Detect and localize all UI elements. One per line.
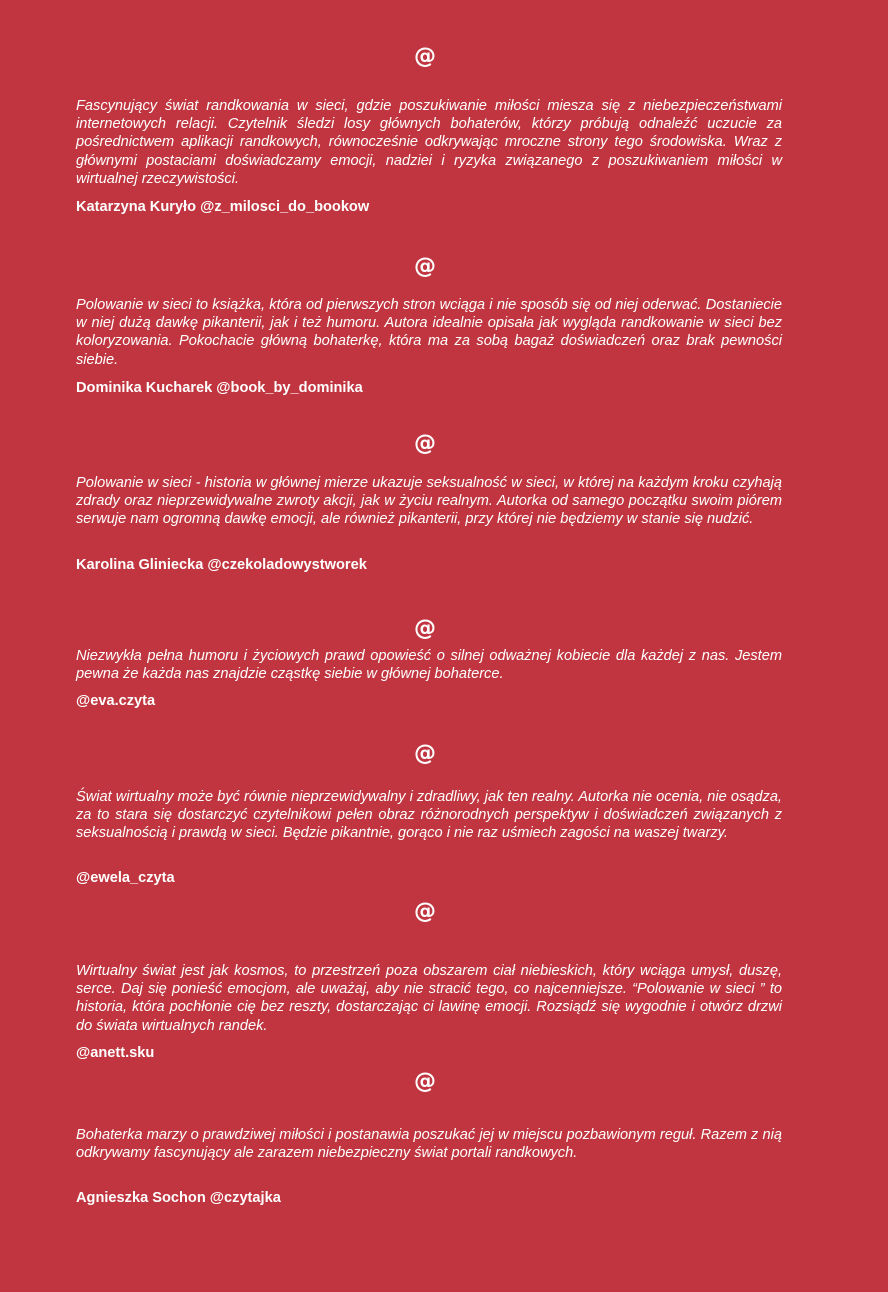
review-text: Fascynujący świat randkowania w sieci, gdzie poszukiwanie miłości miesza się z niebezpieczeństwami internetowych relacji. Czytelnik śledzi losy głównych bohaterów, którzy próbują odnaleźć uczucie za pośrednictwem aplikacji randkowych, równocześnie odkrywając mroczne strony tego środowiska. Wraz z głównymi postaciami doświadczamy emocji, nadziei i ryzyka związanego z poszukiwaniem miłości w wirtualnej rzeczywistości. xyxy=(76,98,782,187)
review-text: Świat wirtualny może być równie nieprzewidywalny i zdradliwy, jak ten realny. Autorka nie ocenia, nie osądza, za to stara się dostarczyć czytelnikowi pełen obraz różnorodnych perspektyw i doświadczeń związanych z seksualnością i prawdą w sieci. Będzie pikantnie, gorąco i nie raz uśmiech zagości na waszej twarzy. xyxy=(76,789,782,842)
at-sign-icon: @ xyxy=(414,899,436,924)
review-author: @anett.sku xyxy=(76,1045,155,1061)
review-text: Niezwykła pełna humoru i życiowych prawd opowieść o silnej odważnej kobiecie dla każdej z nas. Jestem pewna że każda nas znajdzie cząstkę siebie w głównej bohaterce. xyxy=(76,648,782,683)
review-text: Polowanie w sieci to książka, która od pierwszych stron wciąga i nie sposób się od niej oderwać. Dostaniecie w niej dużą dawkę pikanterii, jak i też humoru. Autora idealnie opisała jak wygląda randkowanie w sieci bez koloryzowania. Pokochacie główną bohaterkę, która ma za sobą bagaż doświadczeń oraz brak pewności siebie. xyxy=(76,297,782,368)
review-author: Karolina Gliniecka @czekoladowystworek xyxy=(76,557,367,573)
at-sign-icon: @ xyxy=(414,616,436,641)
at-sign-icon: @ xyxy=(414,741,436,766)
review-author: Agnieszka Sochon @czytajka xyxy=(76,1190,281,1206)
review-author: Dominika Kucharek @book_by_dominika xyxy=(76,380,363,396)
review-author: @ewela_czyta xyxy=(76,870,175,886)
review-text: Polowanie w sieci - historia w głównej mierze ukazuje seksualność w sieci, w której na każdym kroku czyhają zdrady oraz nieprzewidywalne zwroty akcji, jak w życiu realnym. Autorka od samego początku swoim piórem serwuje nam ogromną dawkę emocji, ale również pikanterii, przy której nie będziemy w stanie się nudzić. xyxy=(76,475,782,528)
at-sign-icon: @ xyxy=(414,431,436,456)
review-author: @eva.czyta xyxy=(76,693,156,709)
at-sign-icon: @ xyxy=(414,44,436,69)
at-sign-icon: @ xyxy=(414,254,436,279)
at-sign-icon: @ xyxy=(414,1069,436,1094)
review-author: Katarzyna Kuryło @z_milosci_do_bookow xyxy=(76,199,370,215)
review-text: Bohaterka marzy o prawdziwej miłości i postanawia poszukać jej w miejscu pozbawionym reguł. Razem z nią odkrywamy fascynujący ale zarazem niebezpieczny świat portali randkowych. xyxy=(76,1127,782,1162)
review-text: Wirtualny świat jest jak kosmos, to przestrzeń poza obszarem ciał niebieskich, który wciąga umysł, duszę, serce. Daj się ponieść emocjom, ale uważaj, aby nie stracić tego, co najcenniejsze. “Polowanie w sieci ” to historia, która pochłonie cię bez reszty, dostarczając ci lawinę emocji. Rozsiądź się wygodnie i otwórz drzwi do świata wirtualnych randek. xyxy=(76,963,782,1034)
